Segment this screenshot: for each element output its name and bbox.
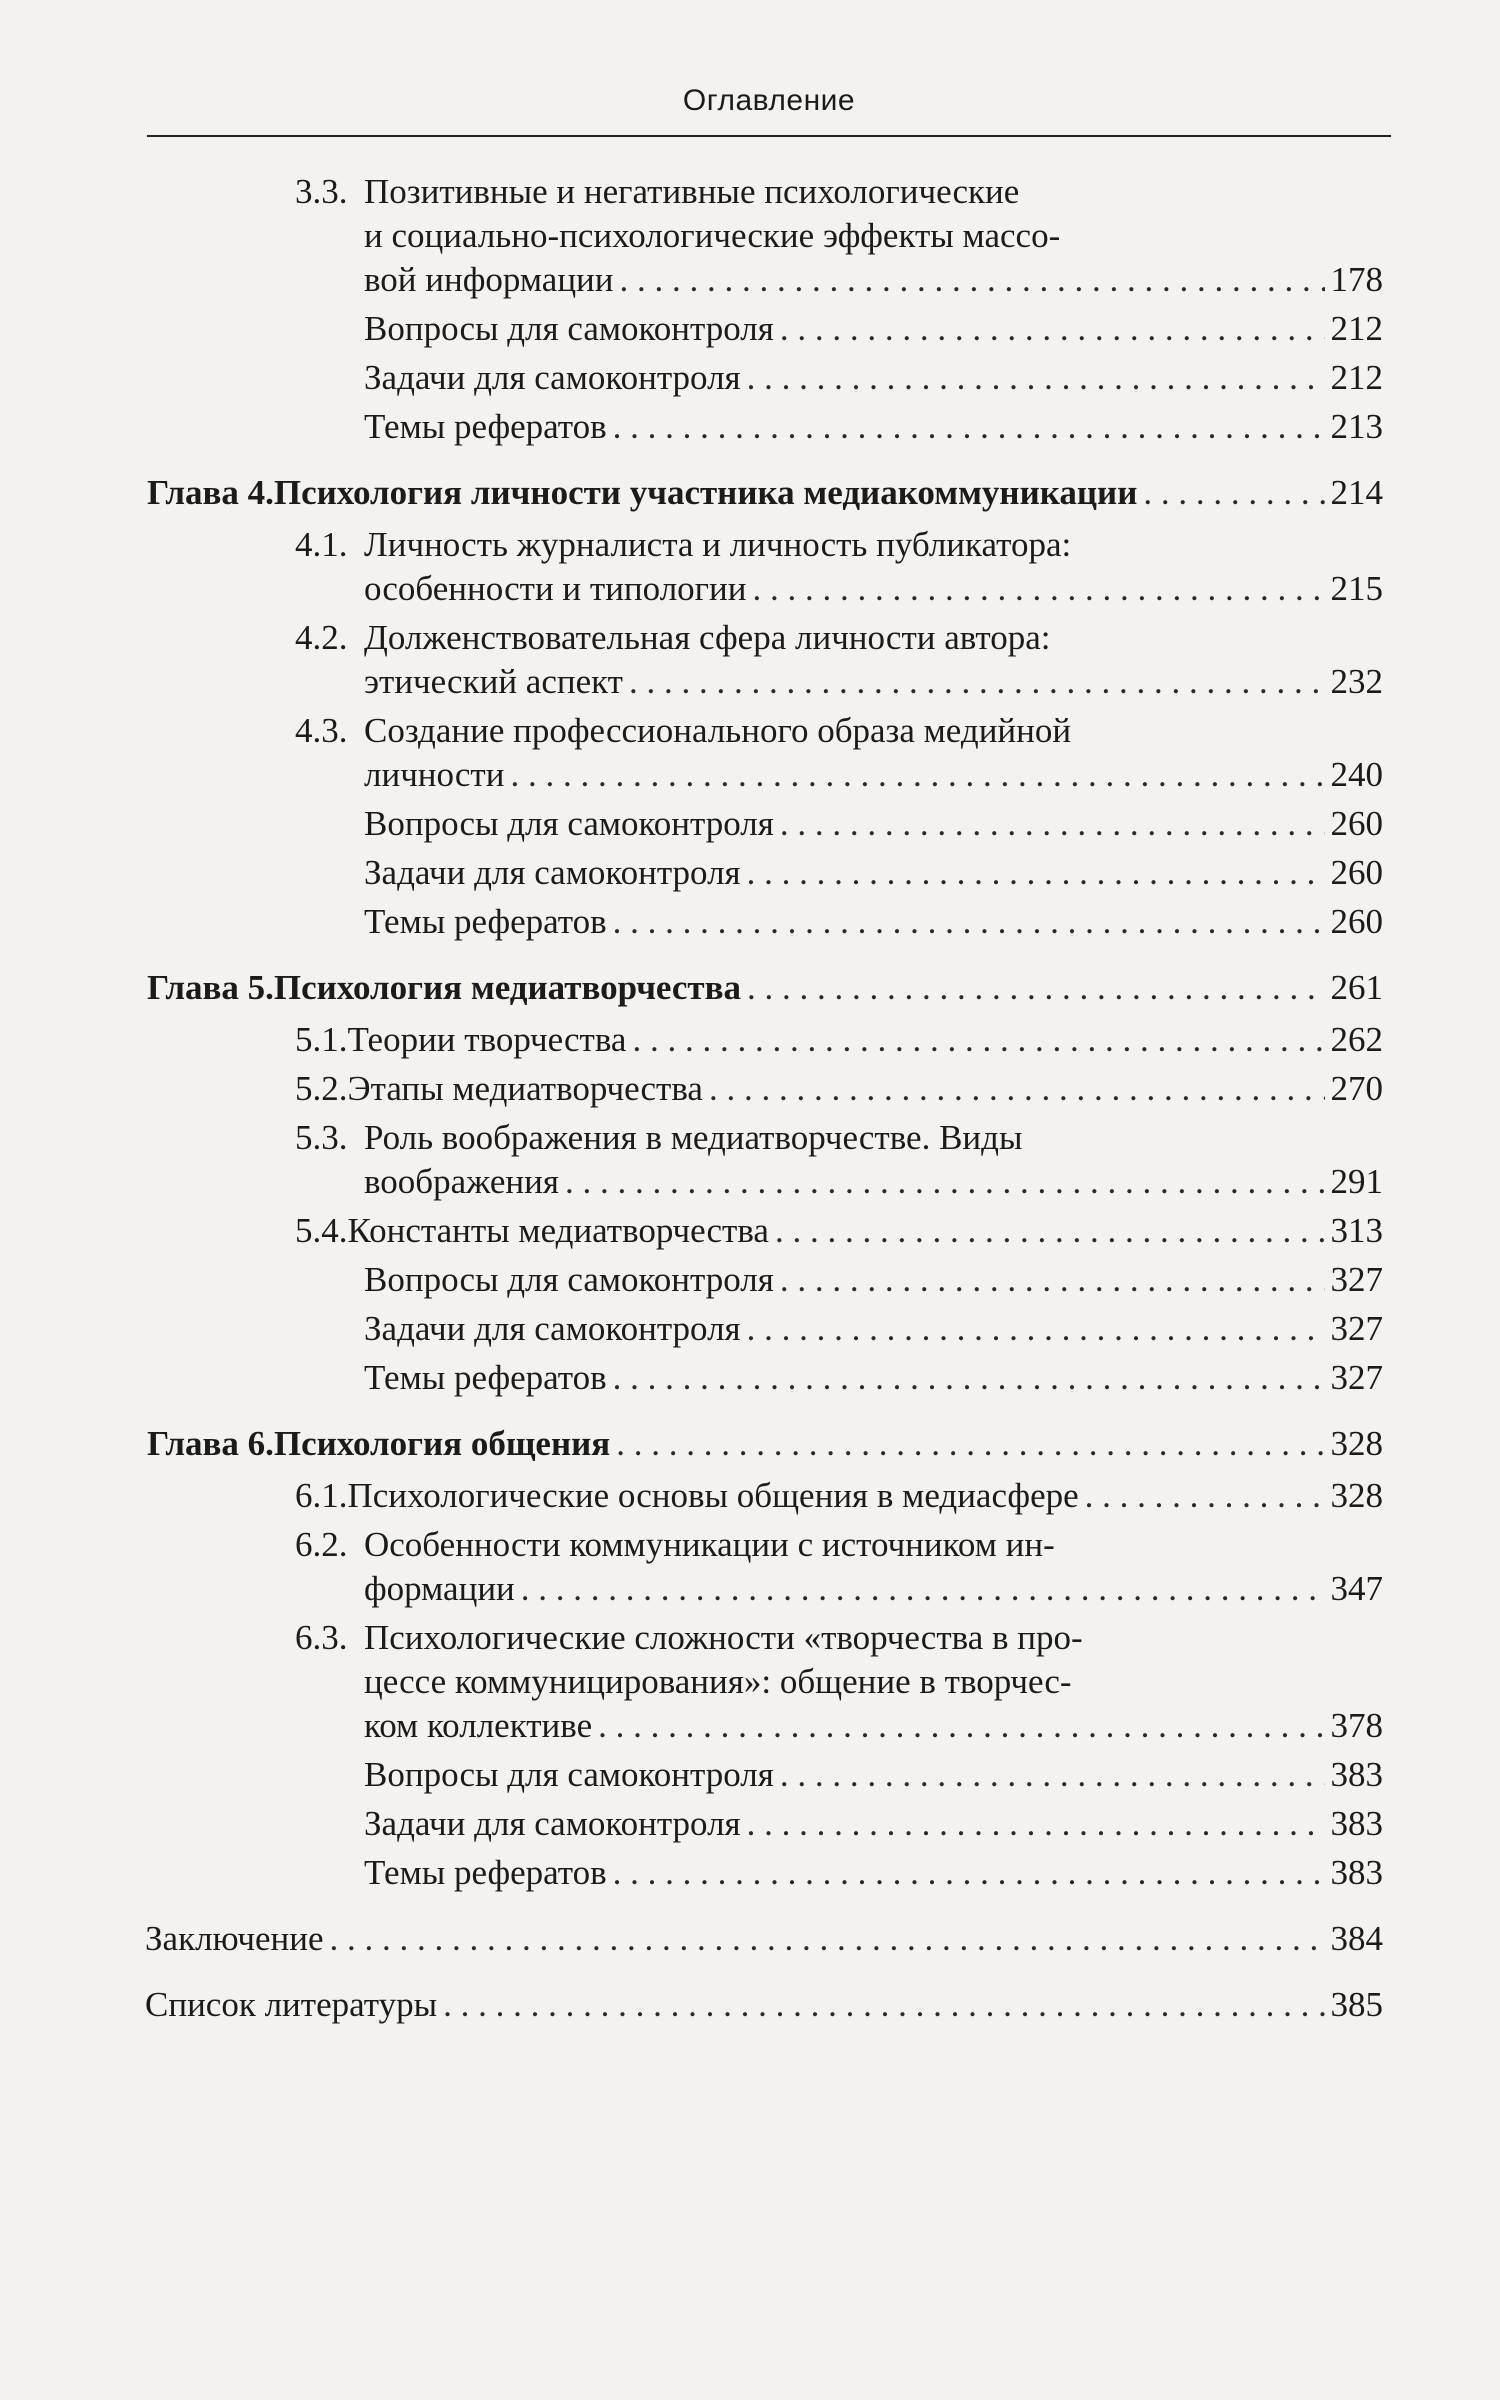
dot-leader xyxy=(616,1422,1324,1466)
toc-line xyxy=(295,616,1383,660)
section-number: 5.1. xyxy=(295,1020,348,1059)
page-number: 384 xyxy=(1330,1919,1383,1958)
entry-title: Этапы медиатворчества xyxy=(347,1069,703,1108)
page-number: 262 xyxy=(1330,1020,1383,1059)
page-number: 327 xyxy=(1330,1309,1383,1348)
toc-subitem-row[interactable] xyxy=(0,1307,1500,1359)
toc-entry-row[interactable] xyxy=(0,1067,1500,1119)
dot-leader xyxy=(598,1704,1324,1748)
toc-line xyxy=(295,1523,1383,1567)
entry-title: Вопросы для самоконтроля xyxy=(364,1755,774,1794)
dot-leader xyxy=(780,307,1325,351)
toc-entry-row[interactable] xyxy=(0,1917,1500,1969)
page-number: 232 xyxy=(1330,662,1383,701)
toc-line xyxy=(145,1983,1383,2027)
page-number: 213 xyxy=(1330,407,1383,446)
dot-leader xyxy=(747,1307,1325,1351)
toc-line xyxy=(364,802,1383,846)
dot-leader xyxy=(747,356,1325,400)
toc-subitem-row[interactable] xyxy=(0,900,1500,952)
dot-leader xyxy=(1085,1474,1325,1518)
entry-title: Личность журналиста и личность публикатора: xyxy=(364,525,1072,564)
dot-leader xyxy=(521,1567,1325,1611)
dot-leader xyxy=(629,660,1325,704)
toc-line xyxy=(364,1753,1383,1797)
page-number: 291 xyxy=(1330,1162,1383,1201)
page-number: 270 xyxy=(1330,1069,1383,1108)
toc-subitem-row[interactable] xyxy=(0,1753,1500,1805)
toc-chapter-row[interactable] xyxy=(0,1422,1500,1474)
dot-leader xyxy=(747,851,1325,895)
entry-title: Вопросы для самоконтроля xyxy=(364,1260,774,1299)
section-number: 5.3. xyxy=(295,1118,348,1157)
dot-leader xyxy=(565,1160,1325,1204)
page-number: 383 xyxy=(1330,1804,1383,1843)
entry-title: Создание профессионального образа медийной xyxy=(364,711,1072,750)
toc-line xyxy=(364,900,1383,944)
page-number: 178 xyxy=(1330,260,1383,299)
page-number: 378 xyxy=(1330,1706,1383,1745)
section-number: 4.2. xyxy=(295,618,348,657)
dot-leader xyxy=(780,1753,1325,1797)
dot-leader xyxy=(620,258,1325,302)
toc-entry-row[interactable] xyxy=(0,1474,1500,1526)
toc-entry-row[interactable] xyxy=(0,753,1500,805)
entry-title: Роль воображения в медиатворчестве. Виды xyxy=(364,1118,1023,1157)
toc-line xyxy=(145,1917,1383,1961)
entry-title: цессе коммуницирования»: общение в творчес- xyxy=(364,1662,1072,1701)
dot-leader xyxy=(613,900,1325,944)
entry-title: Задачи для самоконтроля xyxy=(364,853,741,892)
dot-leader xyxy=(632,1018,1324,1062)
toc-subitem-row[interactable] xyxy=(0,307,1500,359)
page-number: 212 xyxy=(1330,309,1383,348)
chapter-number: Глава 4. xyxy=(147,473,274,512)
section-number: 6.3. xyxy=(295,1618,348,1657)
toc-line xyxy=(295,1067,1383,1111)
toc-entry-row[interactable] xyxy=(0,1983,1500,2035)
running-head: Оглавление xyxy=(682,84,856,117)
section-number: 4.3. xyxy=(295,711,348,750)
entry-title: Задачи для самоконтроля xyxy=(364,358,741,397)
section-number: 6.1. xyxy=(295,1476,348,1515)
toc-line xyxy=(364,405,1383,449)
toc-line xyxy=(295,1018,1383,1062)
entry-title: Задачи для самоконтроля xyxy=(364,1804,741,1843)
toc-entry-row[interactable] xyxy=(0,1704,1500,1756)
toc-line xyxy=(364,660,1383,704)
toc-line xyxy=(295,709,1383,753)
dot-leader xyxy=(709,1067,1325,1111)
toc-line xyxy=(364,356,1383,400)
toc-line xyxy=(364,1356,1383,1400)
page-number: 212 xyxy=(1330,358,1383,397)
section-number: 6.2. xyxy=(295,1525,348,1564)
page-number: 313 xyxy=(1330,1211,1383,1250)
entry-title: воображения xyxy=(364,1162,559,1201)
chapter-number: Глава 5. xyxy=(147,968,274,1007)
toc-line xyxy=(364,1160,1383,1204)
entry-title: Особенности коммуникации с источником ин- xyxy=(364,1525,1055,1564)
dot-leader xyxy=(1143,471,1324,515)
section-number: 5.2. xyxy=(295,1069,348,1108)
entry-title: формации xyxy=(364,1569,515,1608)
entry-title: этический аспект xyxy=(364,662,623,701)
entry-title: Константы медиатворчества xyxy=(347,1211,769,1250)
entry-title: Задачи для самоконтроля xyxy=(364,1309,741,1348)
toc-entry-row[interactable] xyxy=(0,1209,1500,1261)
dot-leader xyxy=(613,1851,1325,1895)
page-number: 240 xyxy=(1330,755,1383,794)
toc-line xyxy=(364,1802,1383,1846)
entry-title: Вопросы для самоконтроля xyxy=(364,804,774,843)
toc-chapter-row[interactable] xyxy=(0,471,1500,523)
dot-leader xyxy=(775,1209,1325,1253)
dot-leader xyxy=(747,1802,1325,1846)
page-number: 260 xyxy=(1330,853,1383,892)
toc-line xyxy=(364,753,1383,797)
toc-line xyxy=(364,307,1383,351)
toc-line xyxy=(364,1660,1383,1704)
page-number: 383 xyxy=(1330,1853,1383,1892)
page-number: 328 xyxy=(1330,1476,1383,1515)
entry-title: Список литературы xyxy=(145,1985,438,2024)
entry-title: Позитивные и негативные психологические xyxy=(364,172,1020,211)
toc-entry-row[interactable] xyxy=(0,258,1500,310)
entry-title: Психологические сложности «творчества в про- xyxy=(364,1618,1083,1657)
toc-line xyxy=(364,214,1383,258)
toc-entry-row[interactable] xyxy=(0,1567,1500,1619)
entry-title: вой информации xyxy=(364,260,614,299)
entry-title: Психологические основы общения в медиасфере xyxy=(347,1476,1079,1515)
page-number: 347 xyxy=(1330,1569,1383,1608)
toc-line xyxy=(364,1704,1383,1748)
page-number: 327 xyxy=(1330,1260,1383,1299)
dot-leader xyxy=(510,753,1324,797)
toc-line xyxy=(147,471,1383,515)
toc-subitem-row[interactable] xyxy=(0,356,1500,408)
page-number: 328 xyxy=(1330,1424,1383,1463)
toc-line xyxy=(364,1258,1383,1302)
page-number: 327 xyxy=(1330,1358,1383,1397)
page-number: 383 xyxy=(1330,1755,1383,1794)
section-number: 4.1. xyxy=(295,525,348,564)
toc-line xyxy=(364,1567,1383,1611)
section-number: 5.4. xyxy=(295,1211,348,1250)
toc-line xyxy=(295,1474,1383,1518)
toc-line xyxy=(295,1616,1383,1660)
toc-subitem-row[interactable] xyxy=(0,1802,1500,1854)
entry-title: Темы рефератов xyxy=(364,407,607,446)
dot-leader xyxy=(613,1356,1325,1400)
toc-line xyxy=(147,966,1383,1010)
toc-line xyxy=(364,567,1383,611)
dot-leader xyxy=(613,405,1325,449)
entry-title: Вопросы для самоконтроля xyxy=(364,309,774,348)
toc-entry-row[interactable] xyxy=(0,1160,1500,1212)
chapter-title: Психология медиатворчества xyxy=(273,968,742,1007)
entry-title: и социально-психологические эффекты массо- xyxy=(364,216,1061,255)
entry-title: Темы рефератов xyxy=(364,1853,607,1892)
entry-title: особенности и типологии xyxy=(364,569,747,608)
section-number: 3.3. xyxy=(295,172,348,211)
page-number: 215 xyxy=(1330,569,1383,608)
chapter-title: Психология личности участника медиакоммуникации xyxy=(273,473,1138,512)
dot-leader xyxy=(330,1917,1325,1961)
toc-line xyxy=(295,523,1383,567)
page-number: 260 xyxy=(1330,902,1383,941)
page-number: 260 xyxy=(1330,804,1383,843)
entry-title: Заключение xyxy=(145,1919,324,1958)
toc-chapter-row[interactable] xyxy=(0,966,1500,1018)
entry-title: Теории творчества xyxy=(347,1020,627,1059)
page-number: 261 xyxy=(1330,968,1383,1007)
dot-leader xyxy=(780,1258,1325,1302)
entry-title: Темы рефератов xyxy=(364,1358,607,1397)
toc-entry-row[interactable] xyxy=(0,567,1500,619)
entry-title: личности xyxy=(364,755,505,794)
entry-title: Темы рефератов xyxy=(364,902,607,941)
toc-line xyxy=(295,170,1383,214)
toc-subitem-row[interactable] xyxy=(0,405,1500,457)
chapter-number: Глава 6. xyxy=(147,1424,274,1463)
toc-line xyxy=(295,1116,1383,1160)
dot-leader xyxy=(443,1983,1324,2027)
toc-line xyxy=(364,258,1383,302)
toc-line xyxy=(147,1422,1383,1466)
toc-subitem-row[interactable] xyxy=(0,1851,1500,1903)
entry-title: Долженствовательная сфера личности автора: xyxy=(364,618,1051,657)
toc-line xyxy=(364,1307,1383,1351)
dot-leader xyxy=(780,802,1325,846)
toc-line xyxy=(364,1851,1383,1895)
toc-subitem-row[interactable] xyxy=(0,802,1500,854)
dot-leader xyxy=(753,567,1325,611)
toc-entry-row[interactable] xyxy=(0,1018,1500,1070)
chapter-title: Психология общения xyxy=(273,1424,611,1463)
toc-entry-row[interactable] xyxy=(0,660,1500,712)
toc-line xyxy=(295,1209,1383,1253)
toc-line xyxy=(364,851,1383,895)
toc-subitem-row[interactable] xyxy=(0,851,1500,903)
entry-title: ком коллективе xyxy=(364,1706,593,1745)
toc-subitem-row[interactable] xyxy=(0,1356,1500,1408)
page-number: 214 xyxy=(1330,473,1383,512)
dot-leader xyxy=(747,966,1324,1010)
page-number: 385 xyxy=(1330,1985,1383,2024)
toc-subitem-row[interactable] xyxy=(0,1258,1500,1310)
header-rule xyxy=(147,135,1391,137)
